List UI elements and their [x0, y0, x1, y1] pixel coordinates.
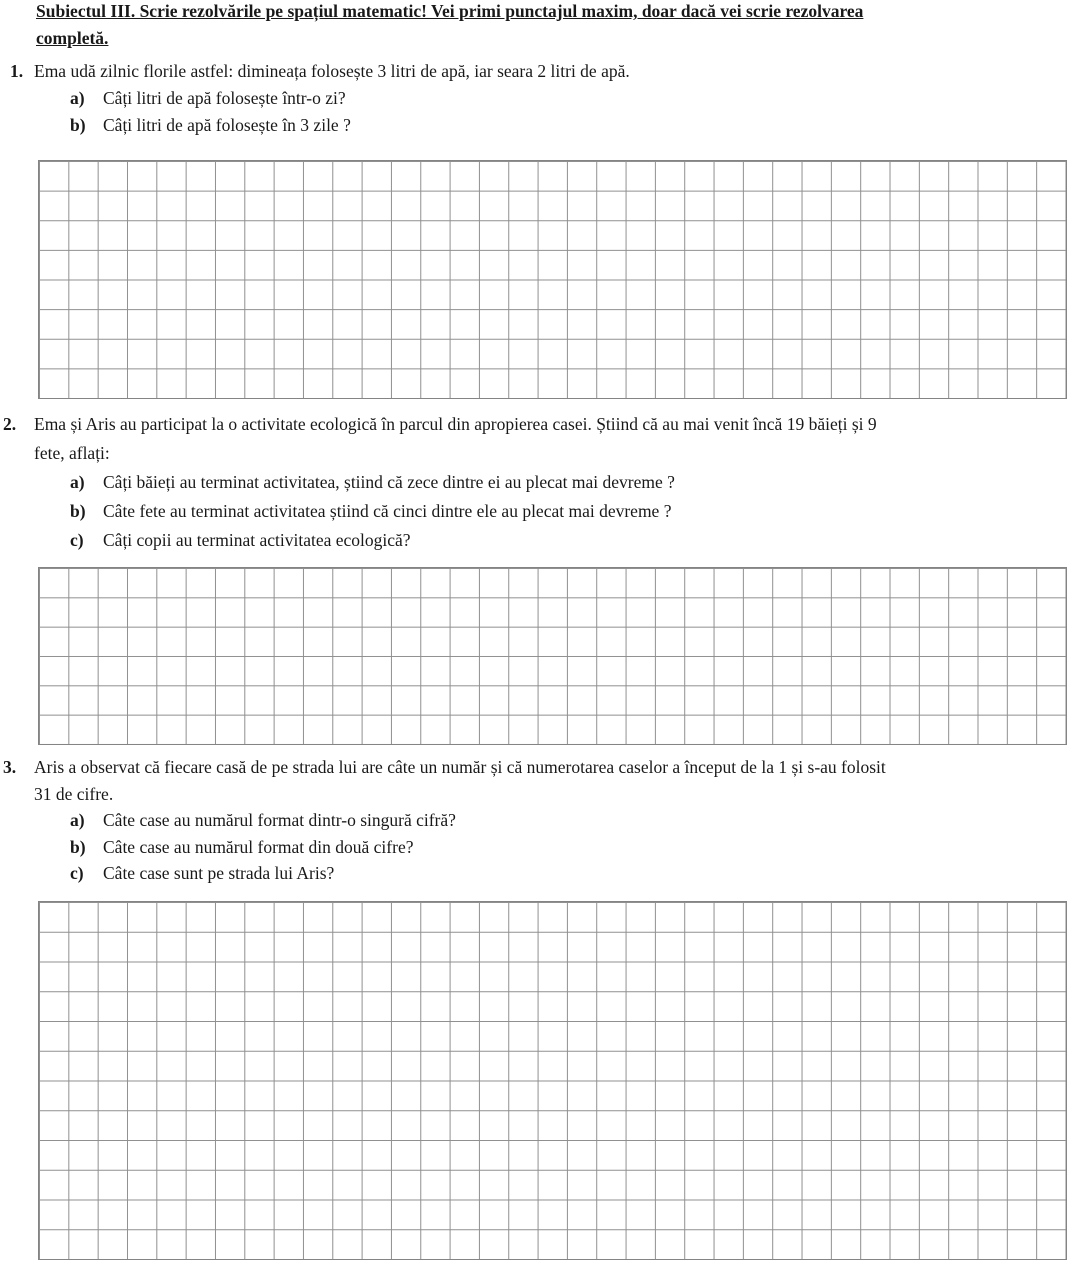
subitem-label: a) [70, 810, 85, 830]
problem-1-subitem-b [34, 112, 1049, 139]
subitem-text: Câte fete au terminat activitatea știind că cinci dintre ele au plecat mai devreme ? [103, 501, 672, 521]
problem-3-subitem-a [34, 807, 1049, 834]
answer-grid-2 [38, 567, 1067, 745]
subitem-label: b) [70, 836, 86, 857]
subitem-label: a) [70, 88, 85, 108]
subitem-label: b) [70, 501, 86, 521]
problem-2-subitem-a [34, 468, 1049, 497]
problem-3-subitem-c [34, 860, 1049, 887]
subitem-text: Câte case sunt pe strada lui Aris? [103, 863, 335, 883]
problem-1-number: 1. [10, 61, 24, 81]
subitem-text: Câți copii au terminat activitatea ecologică? [103, 530, 411, 550]
section-header-line-2: completă. [36, 28, 109, 48]
subitem-text: Câți băieți au terminat activitatea, știind că zece dintre ei au plecat mai devreme ? [103, 472, 675, 492]
subitem-text: Câți litri de apă folosește în 3 zile ? [103, 115, 351, 135]
subitem-text: Câte case au numărul format din două cifre? [103, 836, 414, 857]
subitem-text: Câți litri de apă folosește într-o zi? [103, 88, 346, 108]
problem-1-intro: Ema udă zilnic florile astfel: dimineața folosește 3 litri de apă, iar seara 2 litri de apă. [34, 61, 630, 81]
subitem-text: Câte case au numărul format dintr-o singură cifră? [103, 810, 456, 830]
section-header [36, 0, 863, 52]
problem-2-intro-line-1: Ema și Aris au participat la o activitate ecologică în parcul din apropierea casei. Știind că au mai venit încă 19 băieți și 9 [34, 414, 877, 434]
problem-2-subitem-c [34, 526, 1049, 555]
subitem-label: b) [70, 115, 86, 135]
problem-2-intro-line-2: fete, aflați: [34, 443, 110, 463]
problem-3 [3, 754, 1049, 887]
answer-grid-1 [38, 160, 1067, 399]
problem-1-subitem-a [34, 85, 1049, 112]
problem-1 [10, 58, 1049, 139]
problem-3-intro-line-2: 31 de cifre. [34, 783, 114, 804]
problem-3-intro-line-1: Aris a observat că fiecare casă de pe strada lui are câte un număr și că numerotarea caselor a început de la 1 și s-au folosit [34, 757, 886, 777]
problem-2-subitem-b [34, 497, 1049, 526]
problem-3-number: 3. [3, 757, 17, 777]
answer-grid-3 [38, 901, 1067, 1260]
subitem-label: c) [70, 863, 84, 883]
section-header-line-1: Subiectul III. Scrie rezolvările pe spațiul matematic! Vei primi punctajul maxim, doar dacă vei scrie rezolvarea [36, 1, 864, 21]
problem-3-subitem-b [34, 834, 1049, 861]
subitem-label: c) [70, 530, 84, 550]
problem-2-number: 2. [3, 414, 17, 434]
subitem-label: a) [70, 472, 85, 492]
problem-2 [3, 410, 1049, 555]
